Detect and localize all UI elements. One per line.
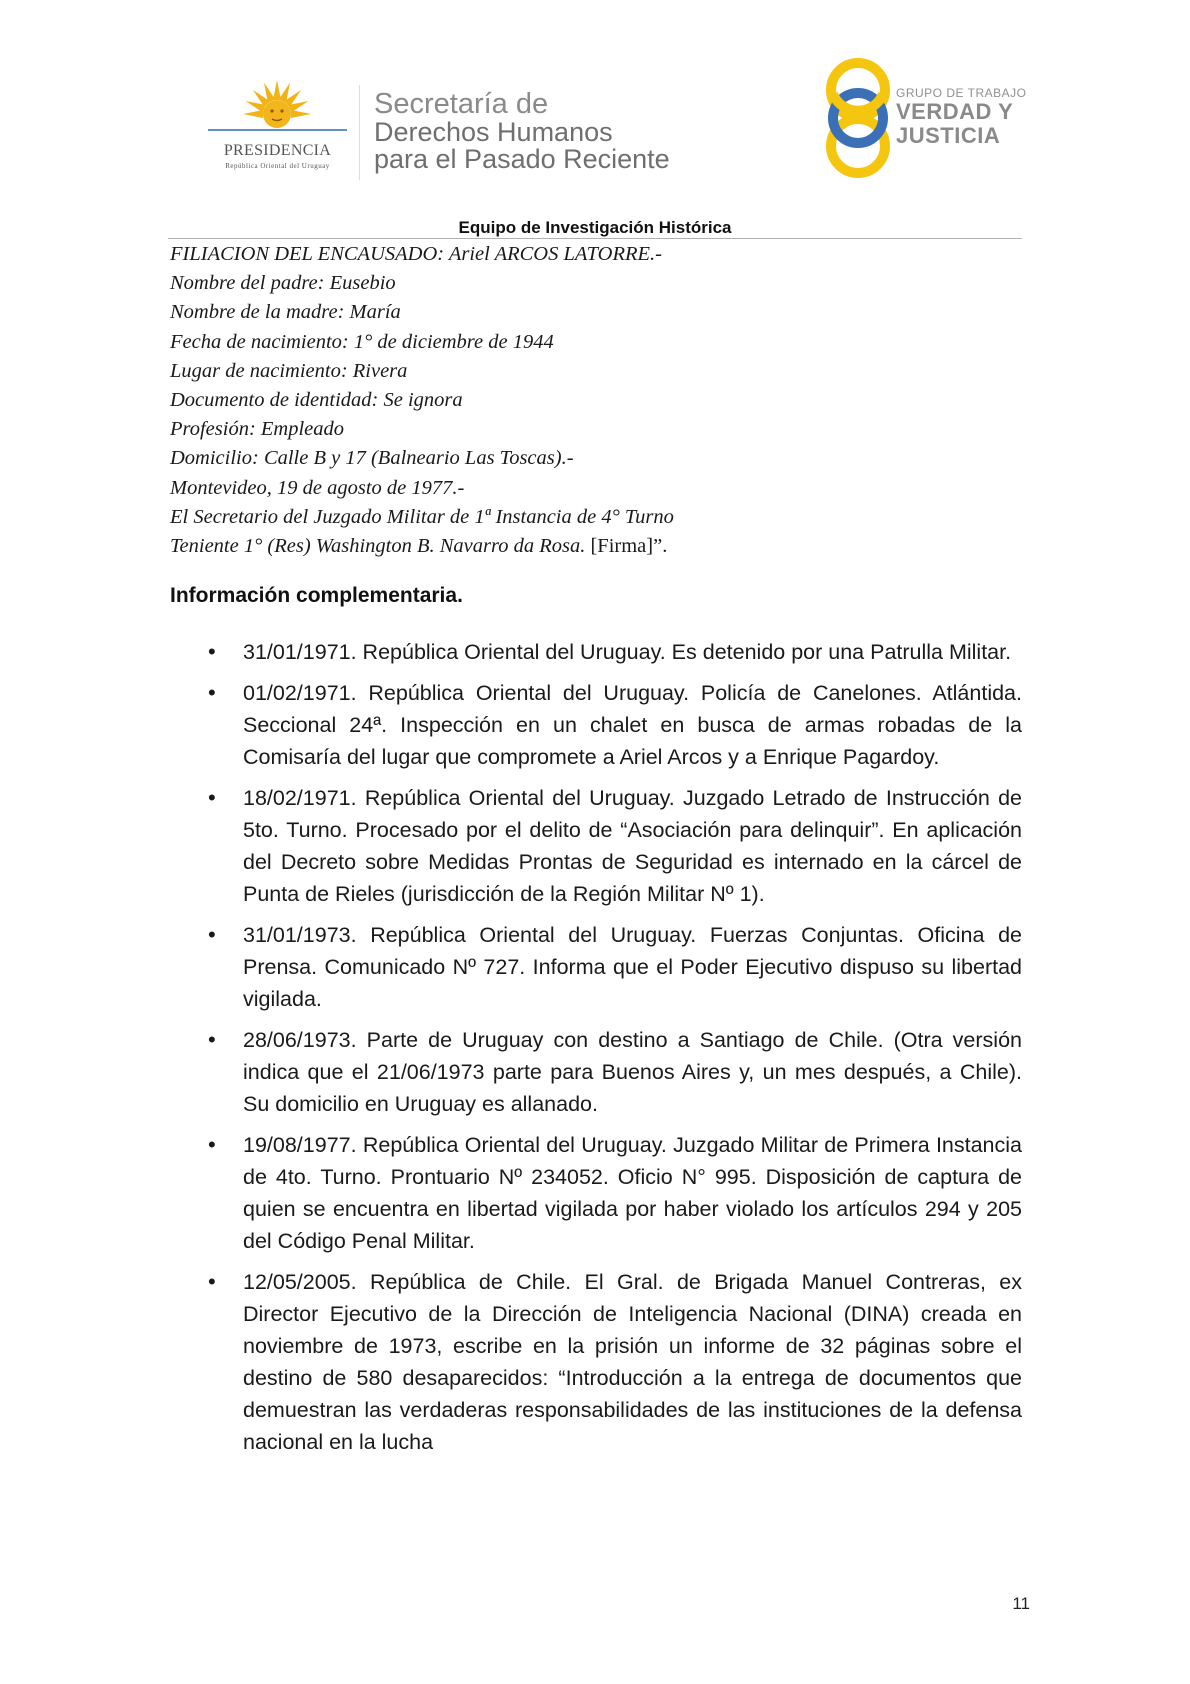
presidencia-subtitle: República Oriental del Uruguay (225, 162, 330, 170)
filiacion-line: Domicilio: Calle B y 17 (Balneario Las Toscas).- (170, 447, 574, 470)
secretaria-line-1: Secretaría de (374, 88, 549, 120)
filiacion-line: El Secretario del Juzgado Militar de 1ª Instancia de 4° Turno (170, 505, 674, 528)
list-item (208, 1024, 1022, 1120)
firma-note: [Firma]”. (590, 535, 668, 558)
list-item-text: 01/02/1971. República Oriental del Uruguay. Policía de Canelones. Atlántida. Seccional 24ª. Inspección en un chalet en busca de armas robadas de la Comisaría del lugar que compromete a Ariel Arcos y a Enrique Pagardoy. (243, 681, 1022, 769)
team-title: Equipo de Investigación Histórica (458, 218, 732, 237)
bullet-icon: • (208, 680, 216, 705)
list-item-text: 12/05/2005. República de Chile. El Gral. de Brigada Manuel Contreras, ex Director Ejecutivo de la Dirección de Inteligencia Nacional (DINA) creada en noviembre de 1973, escribe en la prisión un informe de 32 páginas sobre el destino de 580 desaparecidos: “Introducción a la entrega de documentos que demuestran las verdaderas responsabilidades de las instituciones de la defensa nacional en la lucha (243, 1270, 1022, 1454)
filiacion-line: FILIACION DEL ENCAUSADO: Ariel ARCOS LATORRE.- (170, 243, 662, 265)
list-item-text: 28/06/1973. Parte de Uruguay con destino a Santiago de Chile. (Otra versión indica que el 21/06/1973 parte para Buenos Aires y, un mes después, a Chile). Su domicilio en Uruguay es allanado. (243, 1028, 1022, 1116)
list-item (208, 636, 1022, 668)
list-item (208, 677, 1022, 773)
verdad-label: VERDAD Y (896, 99, 1014, 124)
bullet-icon: • (208, 1027, 216, 1052)
filiacion-line: Nombre de la madre: María (170, 301, 401, 324)
secretaria-logo-text (374, 90, 670, 173)
list-item (208, 1266, 1022, 1458)
grupo-trabajo-label: GRUPO DE TRABAJO (896, 86, 1027, 100)
filiacion-line: Profesión: Empleado (170, 418, 345, 441)
list-item-text: 19/08/1977. República Oriental del Uruguay. Juzgado Militar de Primera Instancia de 4to. Turno. Prontuario Nº 234052. Oficio N° 995. Disposición de captura de quien se encuentra en libertad vigilada por haber violado los artículos 294 y 205 del Código Penal Militar. (243, 1133, 1022, 1253)
list-item-text: 31/01/1973. República Oriental del Uruguay. Fuerzas Conjuntas. Oficina de Prensa. Comunicado Nº 727. Informa que el Poder Ejecutivo dispuso su libertad vigilada. (243, 923, 1022, 1011)
header-rule (168, 238, 1022, 239)
verdad-justicia-rings-logo-icon (822, 56, 894, 180)
presidencia-name: PRESIDENCIA (223, 142, 332, 159)
list-item-text: 31/01/1971. República Oriental del Uruguay. Es detenido por una Patrulla Militar. (243, 640, 1012, 664)
filiacion-block (170, 240, 1030, 561)
filiacion-line: Documento de identidad: Se ignora (170, 389, 463, 412)
bullet-icon: • (208, 1132, 216, 1157)
filiacion-signature-line (170, 532, 1030, 561)
list-item (208, 782, 1022, 910)
page-number: 11 (1012, 1594, 1030, 1613)
secretaria-line-3: para el Pasado Reciente (374, 144, 670, 174)
list-item-text: 18/02/1971. República Oriental del Uruguay. Juzgado Letrado de Instrucción de 5to. Turno. Procesado por el delito de “Asociación para delinquir”. En aplicación del Decreto sobre Medidas Prontas de Seguridad es internado en la cárcel de Punta de Rieles (jurisdicción de la Región Militar Nº 1). (243, 786, 1022, 906)
signatory-name: Teniente 1° (Res) Washington B. Navarro da Rosa. (170, 535, 586, 558)
chronology-list (208, 636, 1022, 1467)
bullet-icon: • (208, 922, 216, 947)
filiacion-line: Nombre del padre: Eusebio (170, 272, 396, 295)
filiacion-line: Fecha de nacimiento: 1° de diciembre de 1944 (170, 330, 554, 353)
section-heading: Información complementaria. (170, 584, 463, 607)
list-item (208, 1129, 1022, 1257)
filiacion-line: Montevideo, 19 de agosto de 1977.- (170, 476, 465, 499)
bullet-icon: • (208, 785, 216, 810)
list-item (208, 919, 1022, 1015)
verdad-justicia-logo-text (896, 86, 1026, 148)
bullet-icon: • (208, 639, 216, 664)
bullet-icon: • (208, 1269, 216, 1294)
secretaria-line-2: Derechos Humanos (374, 117, 613, 147)
logo-divider (359, 85, 360, 180)
page-header (0, 0, 1190, 210)
filiacion-line: Lugar de nacimiento: Rivera (170, 359, 408, 382)
justicia-label: JUSTICIA (896, 123, 1001, 148)
